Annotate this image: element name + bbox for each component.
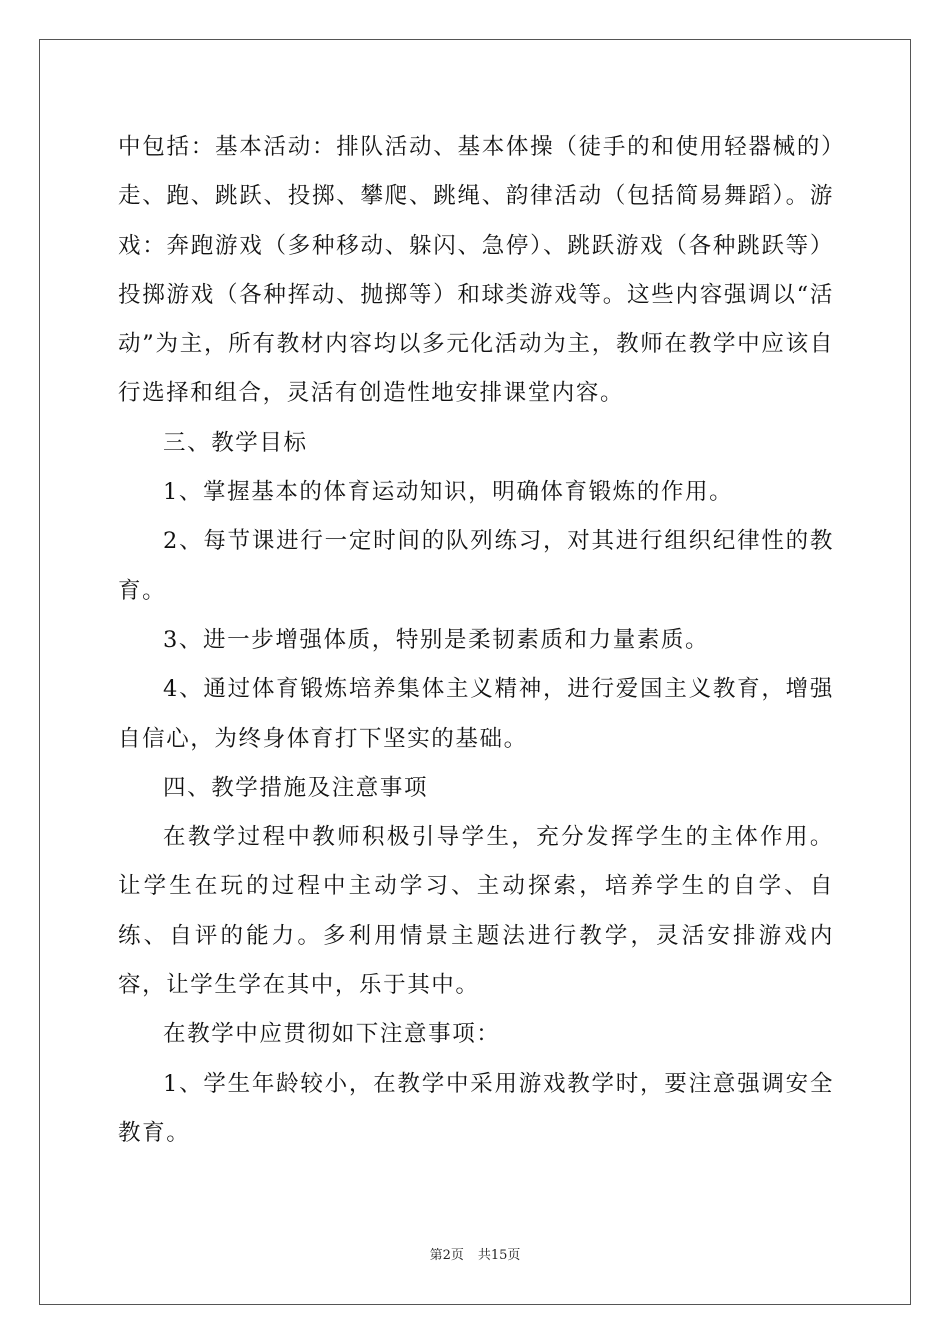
goal-item-1: 1、掌握基本的体育运动知识，明确体育锻炼的作用。 xyxy=(163,479,734,506)
section-heading-measures: 四、教学措施及注意事项 xyxy=(163,774,429,801)
paragraph-1: 中包括：基本活动：排队活动、基本体操（徒手的和使用轻器械的）走、跑、跳跃、投掷、攀爬、跳绳、韵律活动（包括简易舞蹈）。游戏：奔跑游戏（多种移动、躲闪、急停）、跳跃游戏（各种跳跃等）投掷游戏（各种挥动、抛掷等）和球类游戏等。这些内容强调以“活动”为主，所有教材内容均以多元化活动为主，教师在教学中应该自行选择和组合，灵活有创造性地安排课堂内容。 xyxy=(118,134,834,407)
note-item-1: 1、学生年龄较小，在教学中采用游戏教学时，要注意强调安全教育。 xyxy=(118,1070,834,1146)
measures-paragraph: 在教学过程中教师积极引导学生，充分发挥学生的主体作用。让学生在玩的过程中主动学习、主动探索，培养学生的自学、自练、自评的能力。多利用情景主题法进行教学，灵活安排游戏内容，让学生学在其中，乐于其中。 xyxy=(118,824,834,999)
page-number: 第2页 xyxy=(429,1248,464,1263)
notes-intro: 在教学中应贯彻如下注意事项： xyxy=(163,1021,501,1048)
section-heading-teaching-goals: 三、教学目标 xyxy=(163,429,308,456)
goal-item-2: 2、每节课进行一定时间的队列练习，对其进行组织纪律性的教育。 xyxy=(118,528,834,604)
document-body xyxy=(118,123,834,1158)
page-footer xyxy=(0,1247,950,1265)
goal-item-3: 3、进一步增强体质，特别是柔韧素质和力量素质。 xyxy=(163,626,710,653)
goal-item-4: 4、通过体育锻炼培养集体主义精神，进行爱国主义教育，增强自信心，为终身体育打下坚实的基础。 xyxy=(118,676,834,752)
total-pages: 共15页 xyxy=(477,1248,521,1263)
